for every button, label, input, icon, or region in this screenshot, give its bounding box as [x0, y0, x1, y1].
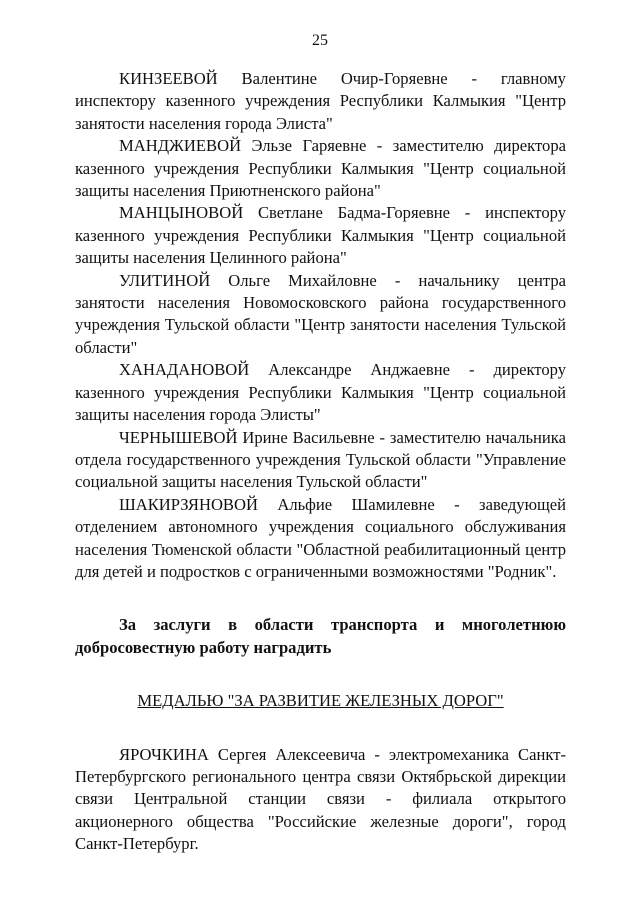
recipient-details: Эльзе Гаряевне - заместителю директора казенного учреждения Республики Калмыкия "Центр социальной защиты населения Приютненского района" [75, 136, 566, 201]
recipient-name: МАНЦЫНОВОЙ [119, 203, 244, 223]
award-entry [75, 494, 566, 584]
recipient-details: Ольге Михайловне - начальнику центра занятости населения Новомосковского района государственного учреждения Тульской области "Центр занятости населения Тульской области" [75, 270, 566, 357]
spacer [75, 713, 566, 744]
award-entry [75, 359, 566, 426]
award-entry [75, 270, 566, 360]
page-number: 25 [312, 32, 328, 49]
recipient-name: ШАКИРЗЯНОВОЙ [119, 494, 258, 514]
recipient-details: Ирине Васильевне - заместителю начальника отдела государственного учреждения Тульской области "Управление социальной защиты населения Тульской области" [75, 427, 566, 492]
recipient-details: Александре Анджаевне - директору казенного учреждения Республики Калмыкия "Центр социальной защиты населения города Элисты" [75, 360, 566, 425]
award-entry [75, 202, 566, 269]
recipient-name: ХАНАДАНОВОЙ [119, 360, 250, 380]
award-entry [75, 68, 566, 135]
award-entry [75, 744, 566, 856]
spacer [75, 583, 566, 614]
recipient-name: КИНЗЕЕВОЙ [119, 69, 218, 88]
award-entry [75, 427, 566, 494]
recipient-name: ЧЕРНЫШЕВОЙ [119, 427, 238, 447]
recipient-name: МАНДЖИЕВОЙ [119, 136, 242, 156]
recipient-details: Валентине Очир-Горяевне - главному инспектору казенного учреждения Республики Калмыкия "Центр занятости населения города Элиста" [75, 69, 566, 133]
recipient-name: ЯРОЧКИНА [119, 744, 209, 764]
medal-title: МЕДАЛЬЮ "ЗА РАЗВИТИЕ ЖЕЛЕЗНЫХ ДОРОГ" [137, 691, 504, 711]
recipient-name: УЛИТИНОЙ [119, 270, 211, 290]
recipient-details: Светлане Бадма-Горяевне - инспектору казенного учреждения Республики Калмыкия "Центр социальной защиты населения Целинного района" [75, 203, 566, 268]
award-heading: За заслуги в области транспорта и многолетнюю добросовестную работу наградить [75, 615, 566, 657]
recipient-details: Альфие Шамилевне - заведующей отделением автономного учреждения социального обслуживания населения Тюменской области "Областной реабилитационный центр для детей и подростков с ограниченными возможностями "Родник". [75, 494, 566, 581]
document-body [75, 68, 566, 856]
recipient-details: Сергея Алексеевича - электромеханика Санкт-Петербургского регионального центра связи Октябрьской дирекции связи Центральной станции связи - филиала открытого акционерного общества "Российские железные дороги", город Санкт-Петербург. [75, 744, 566, 854]
spacer [75, 659, 566, 690]
award-entry [75, 135, 566, 202]
